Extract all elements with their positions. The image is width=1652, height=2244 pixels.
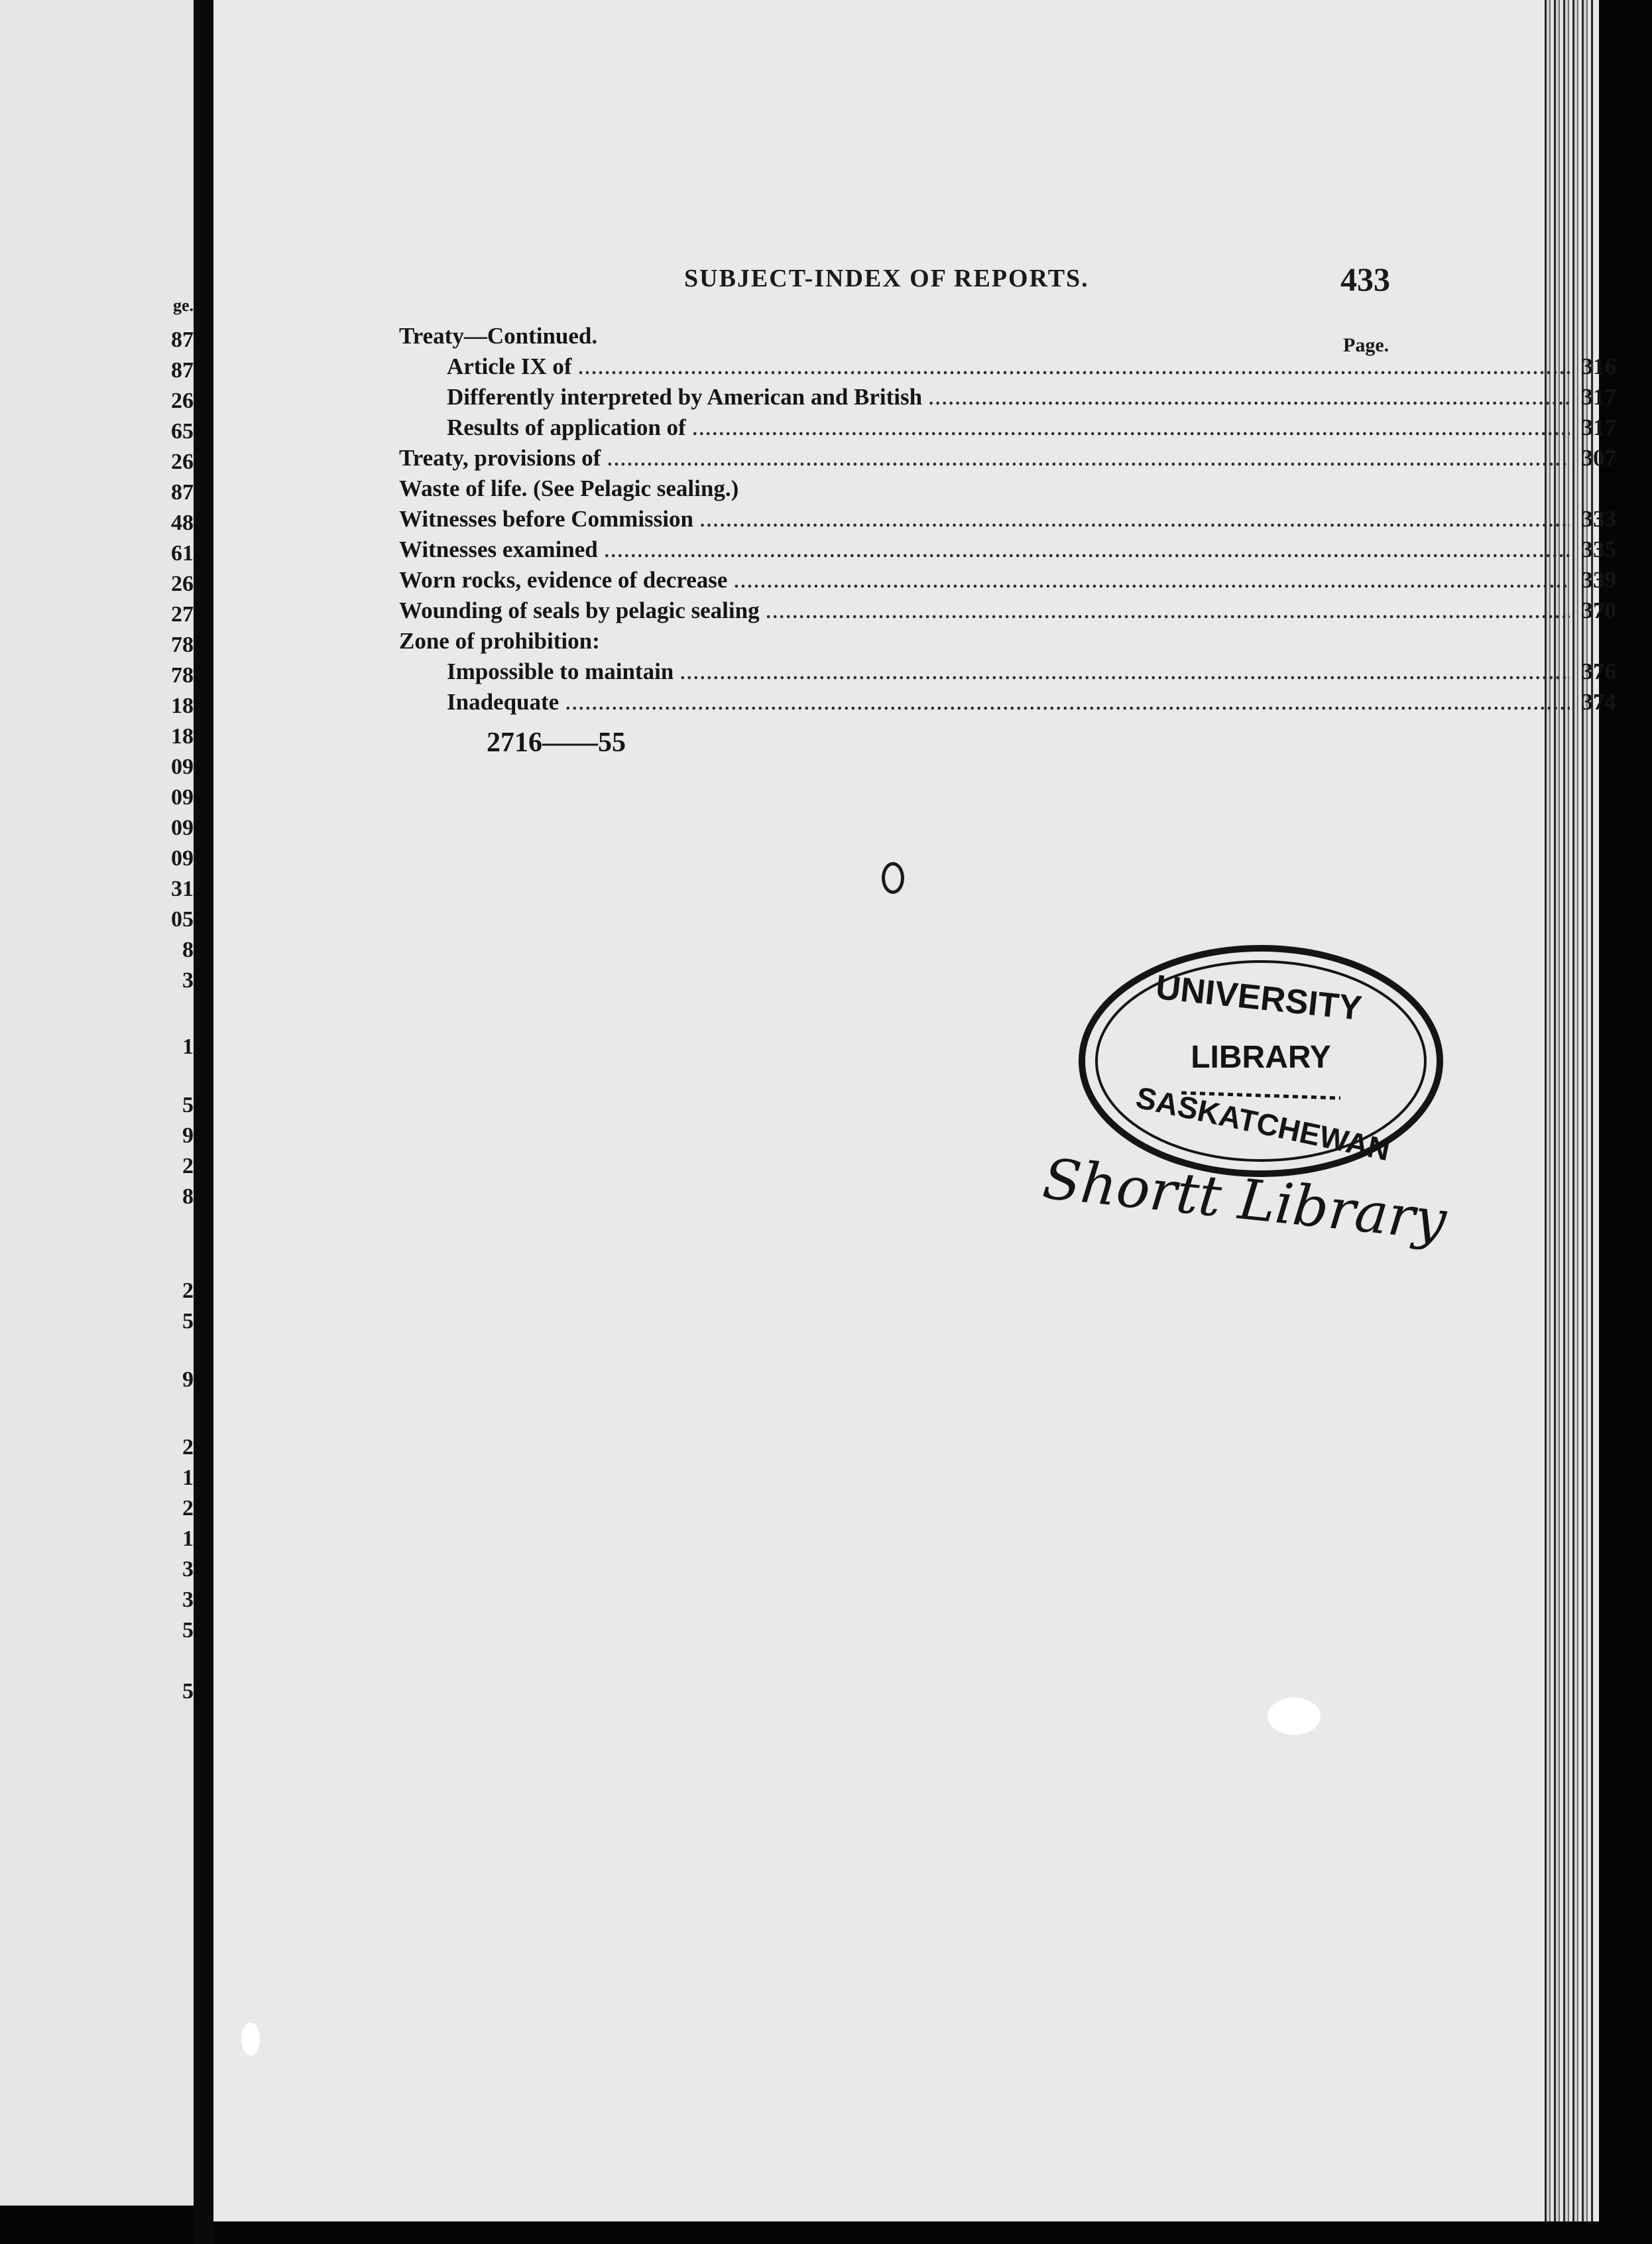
- left-page-number: 18: [171, 724, 194, 749]
- dot-leader: [605, 541, 1570, 562]
- left-page-number: 1: [182, 1465, 194, 1490]
- left-page-number: 2: [182, 1278, 194, 1303]
- dot-leader: [929, 389, 1570, 410]
- index-term: Differently interpreted by American and British: [447, 384, 923, 410]
- left-page-number: 65: [171, 419, 194, 444]
- index-entry: [399, 384, 1616, 414]
- index-page-ref: 374: [1581, 689, 1616, 715]
- left-page-number: 78: [171, 633, 194, 657]
- left-page-number: 3: [182, 1557, 194, 1582]
- index-entry: [399, 353, 1616, 384]
- printer-signature-mark: 2716——55: [487, 727, 626, 758]
- left-page-number: 48: [171, 511, 194, 535]
- left-page-number: 1: [182, 1034, 194, 1059]
- paper-stain: [1268, 1698, 1321, 1735]
- left-page-number: 87: [171, 480, 194, 505]
- left-page-number: 87: [171, 358, 194, 383]
- stamp-line-3: SASKATCHEWAN: [1133, 1080, 1393, 1168]
- index-entry: [399, 597, 1616, 628]
- index-term: Zone of prohibition:: [399, 628, 600, 654]
- index-page-ref: 307: [1581, 445, 1616, 471]
- left-page-number: 09: [171, 846, 194, 871]
- dot-leader: [734, 572, 1570, 593]
- index-entry: [399, 475, 1616, 506]
- dot-leader: [680, 663, 1570, 684]
- index-entries: [399, 323, 1616, 719]
- left-page-number: 8: [182, 1184, 194, 1209]
- page-column-label: Page.: [1343, 334, 1389, 356]
- left-page-number: 61: [171, 541, 194, 566]
- stamp-line-2: LIBRARY: [1191, 1040, 1331, 1075]
- left-page-number: 5: [182, 1618, 194, 1643]
- left-page-number: 9: [182, 1123, 194, 1148]
- handwritten-library-name: Shortt Library: [1039, 1146, 1450, 1253]
- running-head: SUBJECT-INDEX OF REPORTS.: [684, 265, 1089, 292]
- index-page-ref: 316: [1581, 353, 1616, 379]
- index-page: [213, 0, 1616, 2221]
- index-term: Inadequate: [447, 689, 560, 715]
- dot-leader: [565, 694, 1570, 715]
- left-page-number: 27: [171, 602, 194, 627]
- previous-page-fragment: [0, 0, 194, 2206]
- index-term: Witnesses examined: [399, 536, 598, 562]
- book-gutter: [194, 0, 213, 2244]
- left-page-number: 09: [171, 755, 194, 779]
- left-page-number: 09: [171, 816, 194, 840]
- left-page-number: 2: [182, 1435, 194, 1460]
- left-page-number: 1: [182, 1527, 194, 1551]
- dot-leader: [700, 511, 1570, 532]
- index-entry: [399, 445, 1616, 475]
- paper-stain: [241, 2023, 260, 2056]
- index-entry: [399, 658, 1616, 689]
- left-page-number: 3: [182, 968, 194, 993]
- index-page-ref: 335: [1581, 536, 1616, 562]
- left-page-number: 5: [182, 1093, 194, 1117]
- dot-leader: [693, 419, 1570, 440]
- left-page-number: 87: [171, 328, 194, 352]
- left-page-number: 26: [171, 389, 194, 413]
- index-entry: [399, 506, 1616, 536]
- index-term: Waste of life. (See Pelagic sealing.): [399, 475, 739, 501]
- left-page-number: 5: [182, 1679, 194, 1704]
- left-page-number: 2: [182, 1496, 194, 1521]
- index-page-ref: 339: [1581, 567, 1616, 593]
- index-term: Treaty, provisions of: [399, 445, 601, 471]
- index-term: Article IX of: [447, 353, 572, 379]
- index-page-ref: 333: [1581, 506, 1616, 532]
- dot-leader: [607, 450, 1570, 471]
- index-term: Witnesses before Commission: [399, 506, 693, 532]
- left-page-number: 09: [171, 785, 194, 810]
- index-page-ref: 370: [1581, 597, 1616, 623]
- page-number: 433: [1340, 261, 1390, 298]
- index-entry: [399, 323, 1616, 353]
- index-page-ref: 317: [1581, 384, 1616, 410]
- index-entry: [399, 689, 1616, 719]
- left-page-number: 8: [182, 938, 194, 962]
- index-entry: [399, 628, 1616, 658]
- index-entry: [399, 414, 1616, 445]
- index-page-ref: 376: [1581, 658, 1616, 684]
- index-term: Results of application of: [447, 414, 686, 440]
- left-page-number: 2: [182, 1154, 194, 1178]
- dot-leader: [579, 358, 1570, 379]
- index-term: Wounding of seals by pelagic sealing: [399, 597, 760, 623]
- left-page-number: 3: [182, 1588, 194, 1612]
- left-page-number: 26: [171, 450, 194, 474]
- index-page-ref: 317: [1581, 414, 1616, 440]
- index-term: Impossible to maintain: [447, 658, 674, 684]
- index-entry: [399, 536, 1616, 567]
- index-term: Treaty—Continued.: [399, 323, 598, 349]
- stamp-line-1: UNIVERSITY: [1153, 967, 1364, 1028]
- left-page-number: 5: [182, 1309, 194, 1334]
- index-term: Worn rocks, evidence of decrease: [399, 567, 728, 593]
- ornament-mark: [882, 862, 904, 894]
- left-page-number: 9: [182, 1367, 194, 1392]
- left-page-number: 78: [171, 663, 194, 688]
- left-page-number: 18: [171, 694, 194, 718]
- index-entry: [399, 567, 1616, 597]
- left-page-number: 31: [171, 877, 194, 901]
- dot-leader: [766, 602, 1570, 623]
- left-page-number: 05: [171, 907, 194, 932]
- left-page-header-fragment: ge.: [172, 296, 194, 315]
- left-page-number: 26: [171, 572, 194, 596]
